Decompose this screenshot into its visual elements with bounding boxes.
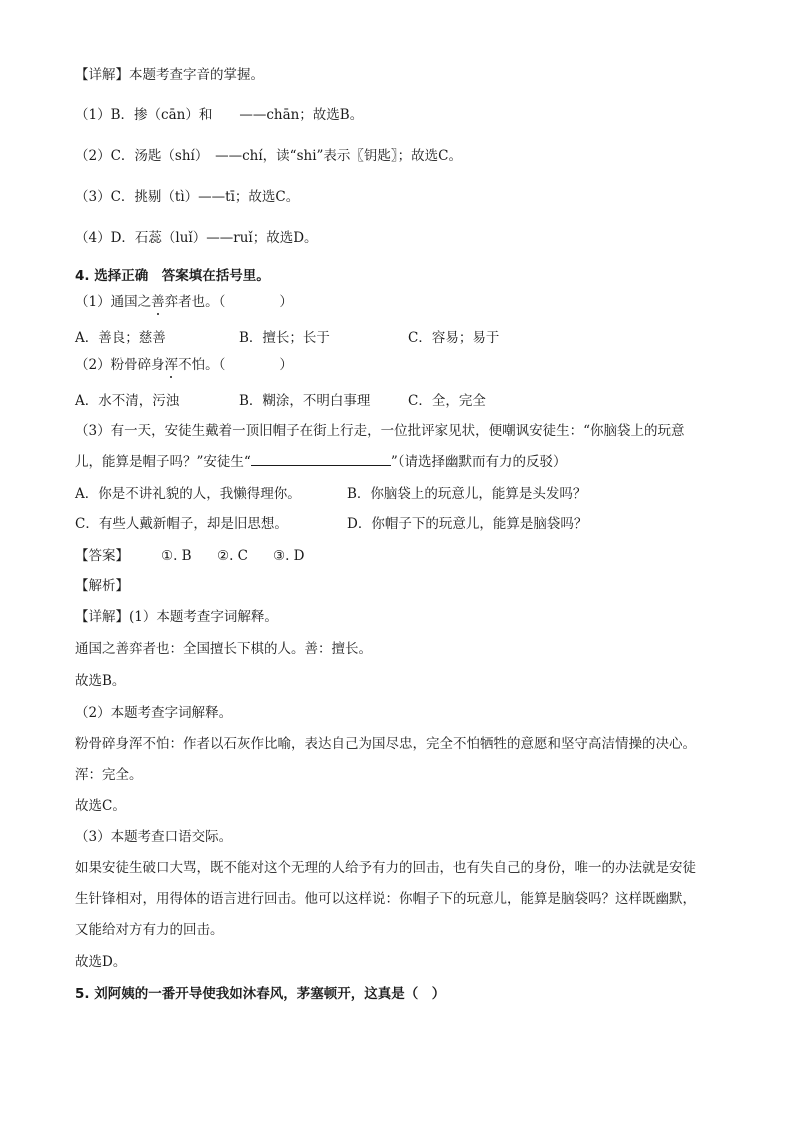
sub-question-3-line-1: （3）有一天，安徒生戴着一顶旧帽子在街上行走，一位批评家见状，便嘲讽安徒生：“你脑袋上的玩意	[75, 423, 685, 439]
explanation-line: （2）本题考查字词解释。	[75, 705, 233, 721]
option-b: B．糊涂，不明白事理	[239, 393, 371, 409]
dotted-char: 善	[151, 294, 165, 310]
answer-2: ②. C	[217, 548, 249, 564]
analysis-label: 【解析】	[75, 578, 129, 594]
pinyin-item-3: （3）C．挑剔（tì）——tī；故选C。	[75, 189, 300, 205]
answer-1: ①. B	[161, 548, 192, 564]
answer-label: 【答案】	[75, 548, 129, 564]
option-d: D．你帽子下的玩意儿，能算是脑袋吗？	[347, 516, 588, 532]
pinyin-item-1: （1）B．掺（cān）和 ——chān；故选B。	[75, 107, 364, 123]
explanation-line: 通国之善弈者也：全国擅长下棋的人。善：擅长。	[75, 641, 372, 657]
explanation-line: 如果安徒生破口大骂，既不能对这个无理的人给予有力的回击，也有失自己的身份，唯一的办法就是安徒	[75, 860, 696, 876]
sub-question-2: （2）粉骨碎身浑不怕。（ ）	[75, 357, 293, 373]
explanation-line: 故选D。	[75, 954, 127, 970]
detail-line: 【详解】本题考查字音的掌握。	[75, 67, 264, 83]
question-title: 5. 刘阿姨的一番开导使我如沐春风，茅塞顿开，这真是（ ）	[75, 986, 446, 1002]
option-c: C．全，完全	[408, 393, 486, 409]
option-a: A．善良；慈善	[75, 330, 166, 346]
sub-question-3-line-2: 儿，能算是帽子吗？”安徒生“ ”（请选择幽默而有力的反驳）	[75, 454, 567, 470]
option-a: A．你是不讲礼貌的人，我懒得理你。	[75, 486, 301, 502]
explanation-line: 又能给对方有力的回击。	[75, 922, 224, 938]
question-title: 4. 选择正确 答案填在括号里。	[75, 268, 270, 284]
pinyin-item-2: （2）C．汤匙（shí） ——chí，读“shi”表示〖钥匙〗；故选C。	[75, 148, 463, 164]
option-b: B．擅长；长于	[239, 330, 330, 346]
answer-blank	[251, 452, 391, 466]
pinyin-item-4: （4）D．石蕊（luǐ）——ruǐ；故选D。	[75, 230, 318, 246]
explanation-line: （3）本题考查口语交际。	[75, 829, 233, 845]
explanation-line: 浑：完全。	[75, 767, 143, 783]
option-a: A．水不清，污浊	[75, 393, 180, 409]
explanation-line: 生针锋相对，用得体的语言进行回击。他可以这样说：你帽子下的玩意儿，能算是脑袋吗？这样既幽默，	[75, 891, 696, 907]
option-c: C．容易；易于	[408, 330, 500, 346]
explanation-line: 故选B。	[75, 673, 126, 689]
answer-3: ③. D	[273, 548, 305, 564]
explanation-line: 【详解】(1）本题考查字词解释。	[75, 609, 278, 625]
explanation-line: 故选C。	[75, 798, 126, 814]
explanation-line: 粉骨碎身浑不怕：作者以石灰作比喻，表达自己为国尽忠，完全不怕牺牲的意愿和坚守高洁情操的决心。	[75, 736, 696, 752]
option-b: B．你脑袋上的玩意儿，能算是头发吗？	[347, 486, 587, 502]
sub-question-1: （1）通国之善弈者也。（ ）	[75, 294, 293, 310]
option-c: C．有些人戴新帽子，却是旧思想。	[75, 516, 288, 532]
dotted-char: 浑	[164, 357, 179, 373]
